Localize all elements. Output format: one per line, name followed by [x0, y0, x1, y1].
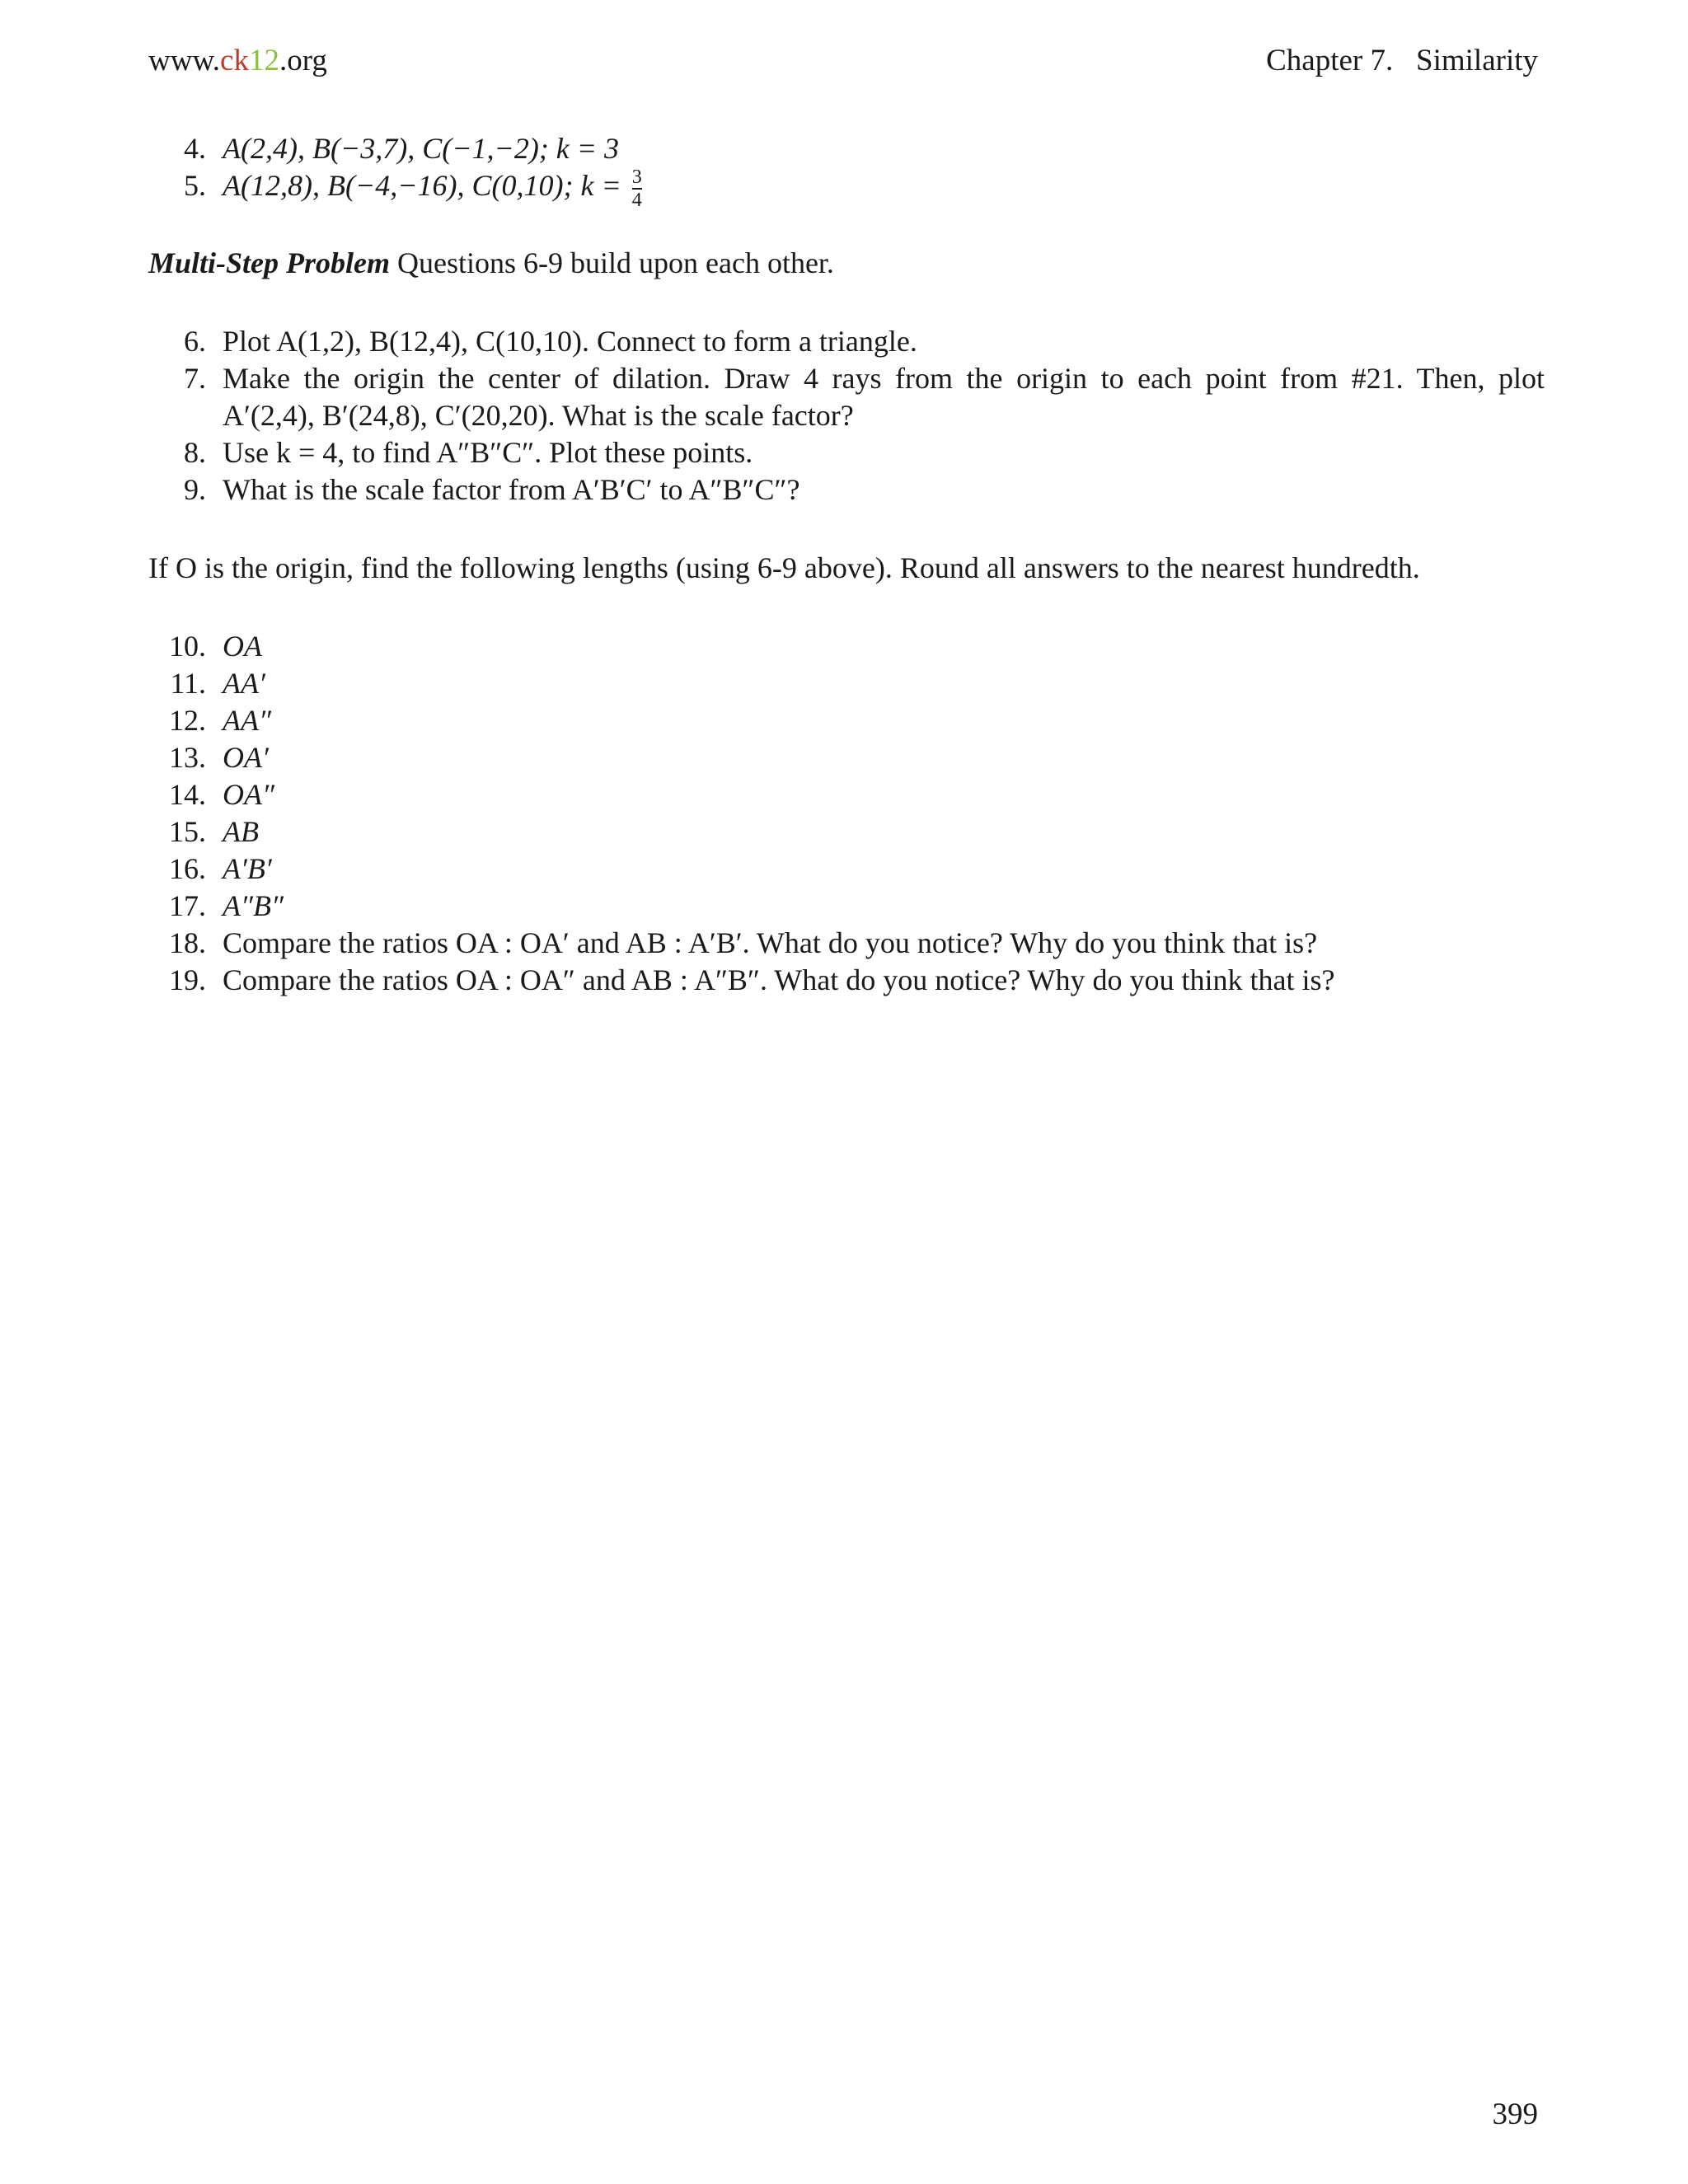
problem-text: A′B′ [223, 852, 272, 885]
problem-text: Make the origin the center of dilation. Draw 4 rays from the origin to each point from #21. Then, plot [223, 362, 1545, 395]
problem-text: OA [223, 630, 262, 663]
problem-number: 18. [169, 926, 206, 959]
problem-number: 10. [169, 630, 206, 663]
problem-number: 15. [169, 815, 206, 848]
problem-number: 7. [184, 362, 206, 395]
problem-text: OA″ [223, 778, 274, 811]
problem-number: 4. [184, 132, 206, 165]
problem-text: AA″ [223, 704, 271, 737]
site-ck: ck [220, 44, 249, 77]
site-12: 12 [248, 44, 279, 77]
problem-text: Use k = 4, to find A″B″C″. Plot these points. [223, 436, 753, 469]
problem-text: A(12,8), B(−4,−16), C(0,10); k = $\frac{3}{4}$ [223, 166, 642, 211]
problem-text: A(2,4), B(−3,7), C(−1,−2); k = 3 [223, 132, 620, 165]
chapter-title: Chapter 7. Similarity [1266, 44, 1538, 77]
fraction: $\frac{3}{4}$ [631, 166, 642, 211]
problem-text: Plot A(1,2), B(12,4), C(10,10). Connect to form a triangle. [223, 325, 917, 358]
problem-number: 16. [169, 852, 206, 885]
origin-instructions: If O is the origin, find the following lengths (using 6-9 above). Round all answers to the nearest hundredth. [148, 551, 1420, 584]
site-url[interactable] [148, 43, 327, 78]
problem-number: 19. [169, 963, 206, 996]
problem-number: 9. [184, 473, 206, 506]
problem-text: AB [223, 815, 259, 848]
problem-number: 13. [169, 741, 206, 774]
problem-number: 14. [169, 778, 206, 811]
site-prefix: www. [148, 44, 221, 77]
problem-number: 5. [184, 169, 206, 202]
problem-number: 12. [169, 704, 206, 737]
problem-number: 8. [184, 436, 206, 469]
multi-step-label: Multi-Step Problem [148, 246, 391, 279]
problem-text-continued: A′(2,4), B′(24,8), C′(20,20). What is the scale factor? [223, 399, 854, 432]
problem-text: Compare the ratios OA : OA″ and AB : A″B″. What do you notice? Why do you think that is? [223, 963, 1335, 996]
problem-text: Compare the ratios OA : OA′ and AB : A′B′. What do you notice? Why do you think that is? [223, 926, 1318, 959]
problem-number: 11. [170, 667, 206, 700]
problem-text: A″B″ [223, 889, 284, 922]
problem-text: What is the scale factor from A′B′C′ to A″B″C″? [223, 473, 800, 506]
multi-step-text: Questions 6-9 build upon each other. [390, 246, 834, 279]
problem-text: AA′ [223, 667, 265, 700]
problem-number: 17. [169, 889, 206, 922]
site-suffix: .org [279, 44, 327, 77]
page-number: 399 [1492, 2097, 1538, 2131]
problem-number: 6. [184, 325, 206, 358]
problem-text: OA′ [223, 741, 269, 774]
multi-step-intro [148, 246, 834, 280]
